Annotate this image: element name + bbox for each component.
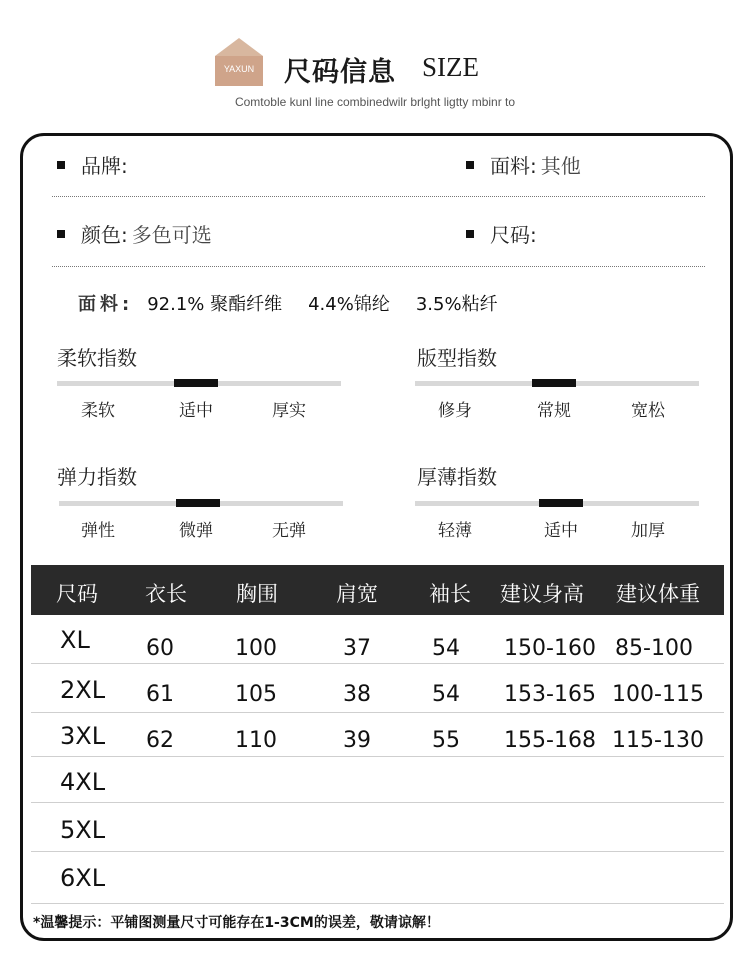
table-cell: 100 bbox=[235, 636, 277, 661]
fit-level: 修身 bbox=[438, 401, 472, 421]
material-value: 其他 bbox=[540, 154, 581, 178]
color-label: 颜色: bbox=[81, 223, 128, 247]
thickness-track bbox=[415, 501, 699, 506]
row-divider bbox=[31, 802, 724, 803]
header-height: 建议身高 bbox=[500, 582, 584, 606]
table-cell: 153-165 bbox=[504, 682, 596, 707]
header-size: 尺码 bbox=[56, 582, 98, 606]
size-cell: 6XL bbox=[60, 864, 106, 892]
bullet-icon bbox=[57, 161, 65, 169]
fabric-label: 面料: bbox=[78, 294, 134, 315]
bullet-icon bbox=[57, 230, 65, 238]
table-cell: 62 bbox=[146, 728, 174, 753]
fit-marker bbox=[532, 379, 576, 387]
size-label: 尺码: bbox=[490, 223, 537, 247]
divider bbox=[52, 196, 705, 197]
logo-roof bbox=[215, 38, 263, 56]
table-cell: 150-160 bbox=[504, 636, 596, 661]
softness-level: 厚实 bbox=[272, 401, 306, 421]
row-divider bbox=[31, 663, 724, 664]
table-cell: 54 bbox=[432, 636, 460, 661]
fabric-part: 4.4%锦纶 bbox=[308, 294, 390, 315]
brand-info bbox=[57, 150, 132, 179]
measurement-tip: *温馨提示：平铺图测量尺寸可能存在1-3CM的误差，敬请谅解！ bbox=[33, 915, 440, 931]
thickness-index-title: 厚薄指数 bbox=[417, 465, 497, 489]
fit-level: 宽松 bbox=[631, 401, 665, 421]
elasticity-level: 弹性 bbox=[81, 521, 115, 541]
table-cell: 115-130 bbox=[612, 728, 704, 753]
elasticity-level: 无弹 bbox=[272, 521, 306, 541]
table-cell: 38 bbox=[343, 682, 371, 707]
elasticity-index-title: 弹力指数 bbox=[57, 465, 137, 489]
table-cell: 37 bbox=[343, 636, 371, 661]
brand-label: 品牌: bbox=[81, 154, 128, 178]
elasticity-marker bbox=[176, 499, 220, 507]
table-cell: 85-100 bbox=[615, 636, 693, 661]
page-title: 尺码信息 bbox=[284, 57, 396, 88]
header-weight: 建议体重 bbox=[616, 582, 700, 606]
table-cell: 61 bbox=[146, 682, 174, 707]
header-sleeve: 袖长 bbox=[429, 582, 471, 606]
elasticity-track bbox=[59, 501, 343, 506]
row-divider bbox=[31, 903, 724, 904]
table-cell: 105 bbox=[235, 682, 277, 707]
size-table-header bbox=[31, 565, 724, 615]
material-label: 面料: bbox=[490, 154, 537, 178]
thickness-level: 适中 bbox=[544, 521, 578, 541]
fit-level: 常规 bbox=[537, 401, 571, 421]
thickness-level: 轻薄 bbox=[438, 521, 472, 541]
page-subtitle: Comtoble kunl line combinedwilr brlght ligtty mbinr to bbox=[234, 95, 516, 109]
thickness-level: 加厚 bbox=[631, 521, 665, 541]
header-chest: 胸围 bbox=[236, 582, 278, 606]
table-cell: 54 bbox=[432, 682, 460, 707]
header-length: 衣长 bbox=[145, 582, 187, 606]
table-cell: 60 bbox=[146, 636, 174, 661]
size-cell: 2XL bbox=[60, 676, 106, 704]
size-cell: XL bbox=[60, 626, 90, 654]
table-cell: 110 bbox=[235, 728, 277, 753]
table-cell: 155-168 bbox=[504, 728, 596, 753]
table-cell: 39 bbox=[343, 728, 371, 753]
color-value: 多色可选 bbox=[131, 223, 212, 247]
row-divider bbox=[31, 756, 724, 757]
softness-level: 适中 bbox=[179, 401, 213, 421]
softness-level: 柔软 bbox=[81, 401, 115, 421]
fit-track bbox=[415, 381, 699, 386]
row-divider bbox=[31, 712, 724, 713]
softness-index-title: 柔软指数 bbox=[57, 346, 137, 370]
size-cell: 5XL bbox=[60, 816, 106, 844]
elasticity-level: 微弹 bbox=[179, 521, 213, 541]
logo-text: YAXUN bbox=[223, 64, 255, 74]
brand-logo bbox=[215, 38, 263, 86]
softness-track bbox=[57, 381, 341, 386]
thickness-marker bbox=[539, 499, 583, 507]
fit-index-title: 版型指数 bbox=[417, 346, 497, 370]
table-cell: 100-115 bbox=[612, 682, 704, 707]
row-divider bbox=[31, 851, 724, 852]
table-cell: 55 bbox=[432, 728, 460, 753]
softness-marker bbox=[174, 379, 218, 387]
page-title-en: SIZE bbox=[422, 52, 479, 82]
bullet-icon bbox=[466, 161, 474, 169]
header-shoulder: 肩宽 bbox=[336, 582, 378, 606]
color-info bbox=[57, 219, 212, 248]
fabric-part: 3.5%粘纤 bbox=[415, 294, 498, 315]
divider bbox=[52, 266, 705, 267]
size-info bbox=[466, 219, 541, 248]
size-cell: 4XL bbox=[60, 768, 106, 796]
fabric-composition bbox=[78, 290, 524, 316]
fabric-part: 92.1% 聚酯纤维 bbox=[147, 294, 283, 315]
bullet-icon bbox=[466, 230, 474, 238]
size-cell: 3XL bbox=[60, 722, 106, 750]
material-info bbox=[466, 150, 581, 179]
